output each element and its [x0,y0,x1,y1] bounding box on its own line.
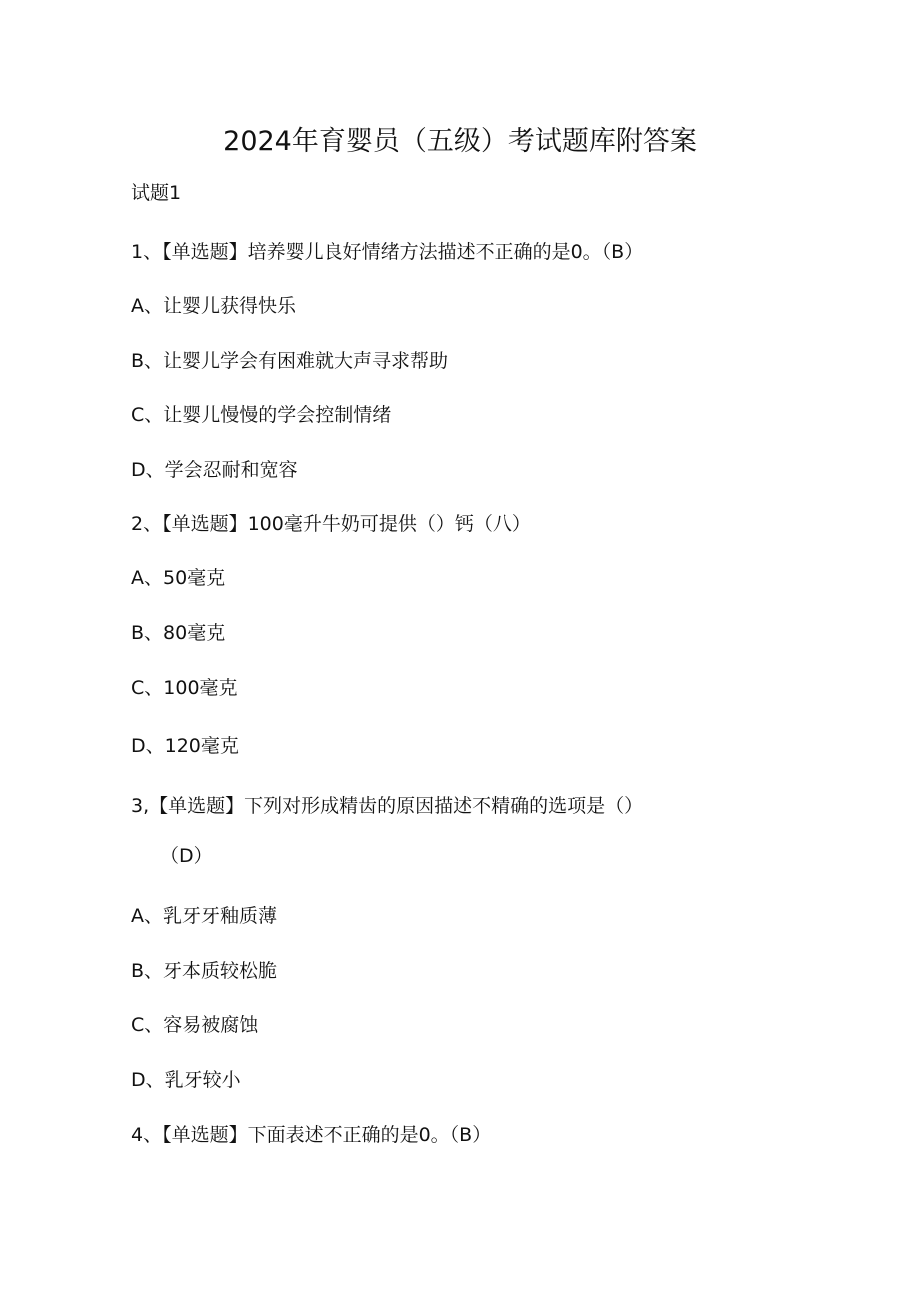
option-c: C、100毫克 [131,677,238,699]
option-b: B、牙本质较松脆 [131,960,278,982]
option-d: D、学会忍耐和宽容 [131,459,298,481]
option-a: A、让婴儿获得快乐 [131,295,296,317]
option-d: D、乳牙较小 [131,1069,241,1091]
question-answer: （D） [160,845,213,867]
option-a: A、乳牙牙釉质薄 [131,905,277,927]
option-d: D、120毫克 [131,735,239,757]
section-label: 试题1 [131,182,182,204]
question-stem: 1、【单选题】培养婴儿良好情绪方法描述不正确的是0。（B） [131,241,644,263]
page-title: 2024年育婴员（五级）考试题库附答案 [223,126,697,157]
option-c: C、让婴儿慢慢的学会控制情绪 [131,404,392,426]
question-stem: 2、【单选题】100毫升牛奶可提供（）钙（八） [131,513,531,535]
question-stem: 3,【单选题】下列对形成精齿的原因描述不精确的选项是（） [131,795,644,817]
option-b: B、让婴儿学会有困难就大声寻求帮助 [131,350,449,372]
option-c: C、容易被腐蚀 [131,1014,259,1036]
option-a: A、50毫克 [131,567,226,589]
option-b: B、80毫克 [131,622,226,644]
question-stem: 4、【单选题】下面表述不正确的是0。（B） [131,1124,492,1146]
